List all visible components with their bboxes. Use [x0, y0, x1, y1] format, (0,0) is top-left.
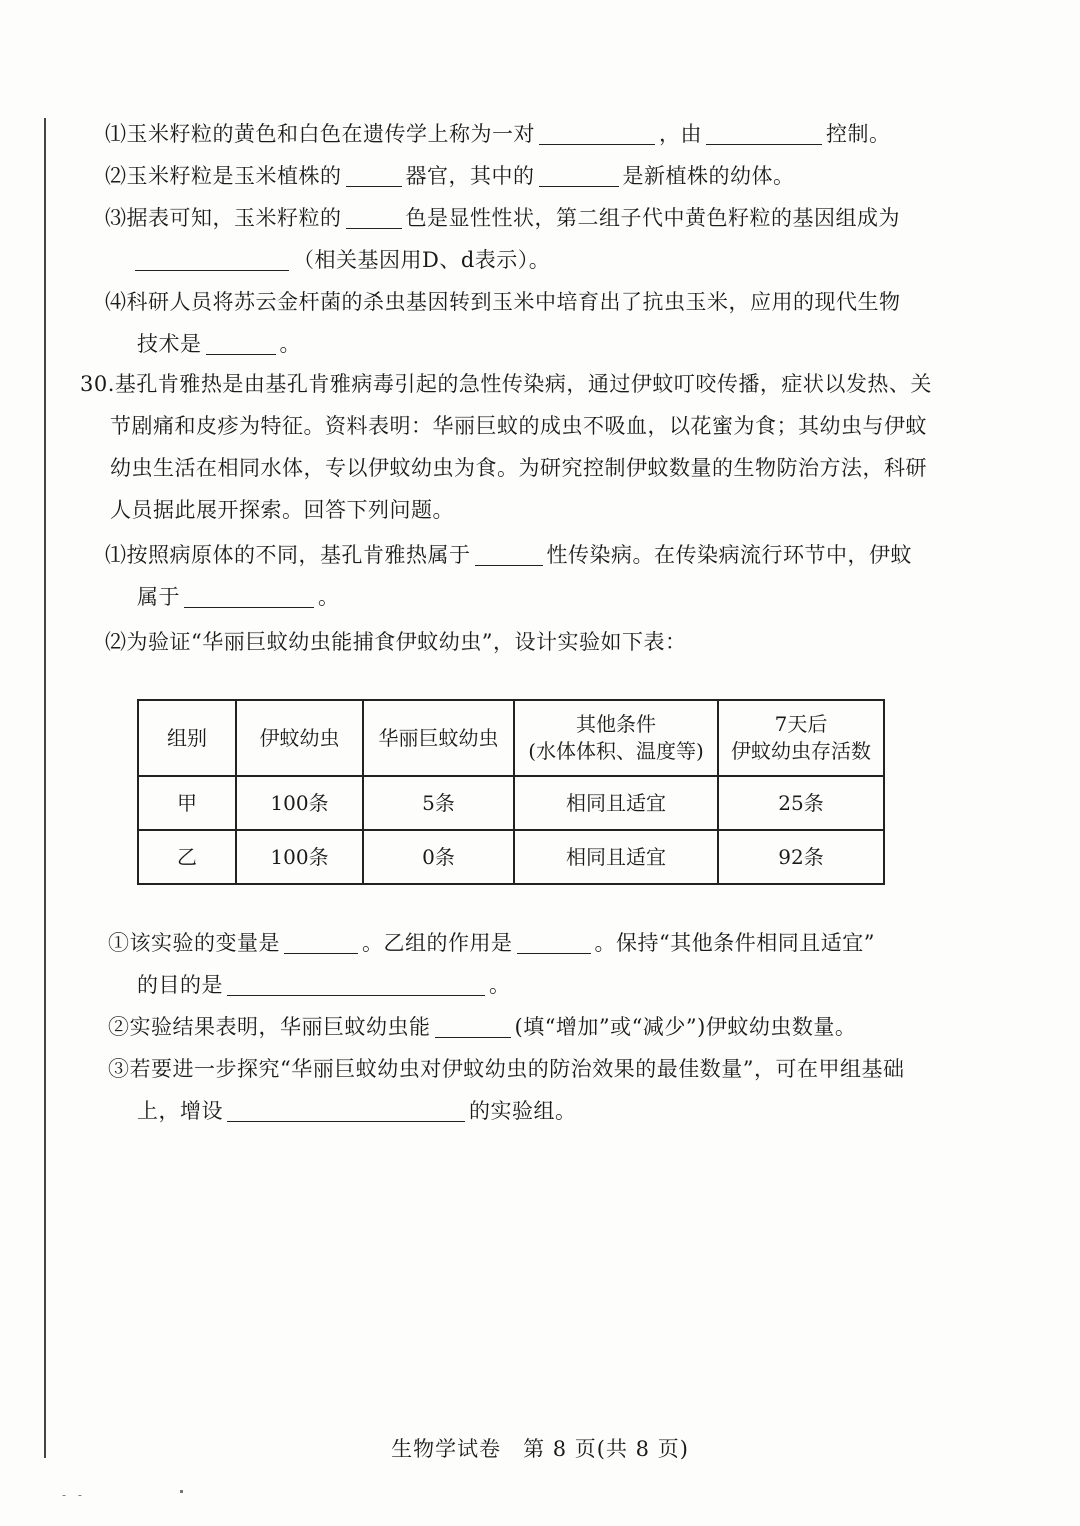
experiment-table: [137, 699, 885, 885]
answer-blank[interactable]: [346, 206, 402, 229]
table-row: [138, 830, 884, 884]
q30-sub-3-cont: 上，增设 的实验组。: [137, 1099, 577, 1123]
q30-item-1-cont: 属于 。: [137, 585, 340, 609]
q29-item-4-cont: 技术是 。: [137, 332, 301, 356]
q30-item-1: ⑴按照病原体的不同，基孔肯雅热属于 性传染病。在传染病流行环节中，伊蚊: [105, 543, 912, 567]
q30-sub-2: ②实验结果表明，华丽巨蚊幼虫能 (填“增加”或“减少”)伊蚊幼虫数量。: [108, 1015, 857, 1039]
q30-item-2: ⑵为验证“华丽巨蚊幼虫能捕食伊蚊幼虫”，设计实验如下表：: [105, 630, 687, 654]
answer-blank[interactable]: [135, 248, 289, 271]
answer-blank[interactable]: [517, 931, 591, 954]
answer-blank[interactable]: [227, 1099, 465, 1122]
q30-sub-1: ①该实验的变量是 。乙组的作用是 。保持“其他条件相同且适宜”: [108, 931, 875, 955]
answer-blank[interactable]: [184, 585, 314, 608]
q29-item-1: ⑴玉米籽粒的黄色和白色在遗传学上称为一对 ，由 控制。: [105, 122, 891, 146]
answer-blank[interactable]: [706, 122, 822, 145]
page-footer: 生物学试卷 第 8 页(共 8 页): [391, 1437, 689, 1461]
answer-blank[interactable]: [435, 1015, 511, 1038]
table-header-cell: 组别: [138, 700, 236, 776]
table-cell: 相同且适宜: [514, 776, 718, 830]
scan-corner-mark: - -: [62, 1488, 86, 1502]
q29-item-4: ⑷科研人员将苏云金杆菌的杀虫基因转到玉米中培育出了抗虫玉米，应用的现代生物: [105, 290, 901, 314]
answer-blank[interactable]: [539, 164, 619, 187]
q29-item-2: ⑵玉米籽粒是玉米植株的 器官，其中的 是新植株的幼体。: [105, 164, 795, 188]
table-cell: 100条: [236, 830, 363, 884]
binding-margin-line: [44, 118, 46, 1458]
answer-blank[interactable]: [539, 122, 655, 145]
table-cell: 0条: [363, 830, 514, 884]
q30-sub-3: ③若要进一步探究“华丽巨蚊幼虫对伊蚊幼虫的防治效果的最佳数量”，可在甲组基础: [108, 1057, 905, 1081]
table-row: [138, 776, 884, 830]
table-cell: 92条: [718, 830, 884, 884]
answer-blank[interactable]: [346, 164, 402, 187]
q30-sub-1-cont: 的目的是 。: [137, 973, 511, 997]
answer-blank[interactable]: [206, 332, 276, 355]
table-cell: 乙: [138, 830, 236, 884]
answer-blank[interactable]: [227, 973, 485, 996]
table-header-cell: 7天后 伊蚊幼虫存活数: [718, 700, 884, 776]
table-header-cell: 伊蚊幼虫: [236, 700, 363, 776]
table-cell: 相同且适宜: [514, 830, 718, 884]
q29-item-3: ⑶据表可知，玉米籽粒的 色是显性性状，第二组子代中黄色籽粒的基因组成为: [105, 206, 900, 230]
q30-stem-line-4: 人员据此展开探索。回答下列问题。: [110, 498, 454, 522]
table-cell: 25条: [718, 776, 884, 830]
q30-stem-line-3: 幼虫生活在相同水体，专以伊蚊幼虫为食。为研究控制伊蚊数量的生物防治方法，科研: [110, 456, 927, 480]
table-cell: 100条: [236, 776, 363, 830]
table-header-row: [138, 700, 884, 776]
q30-stem-line-1: 30.基孔肯雅热是由基孔肯雅病毒引起的急性传染病，通过伊蚊叮咬传播，症状以发热、关: [80, 372, 932, 396]
table-header-cell: 华丽巨蚊幼虫: [363, 700, 514, 776]
q29-item-3-cont: （相关基因用D、d表示）。: [135, 245, 550, 275]
answer-blank[interactable]: [475, 543, 543, 566]
q30-stem-line-2: 节剧痛和皮疹为特征。资料表明：华丽巨蚊的成虫不吸血，以花蜜为食；其幼虫与伊蚊: [110, 414, 927, 438]
scan-dot-mark: [180, 1490, 183, 1493]
table-header-cell: 其他条件 (水体体积、温度等): [514, 700, 718, 776]
answer-blank[interactable]: [284, 931, 358, 954]
table-cell: 5条: [363, 776, 514, 830]
table-cell: 甲: [138, 776, 236, 830]
